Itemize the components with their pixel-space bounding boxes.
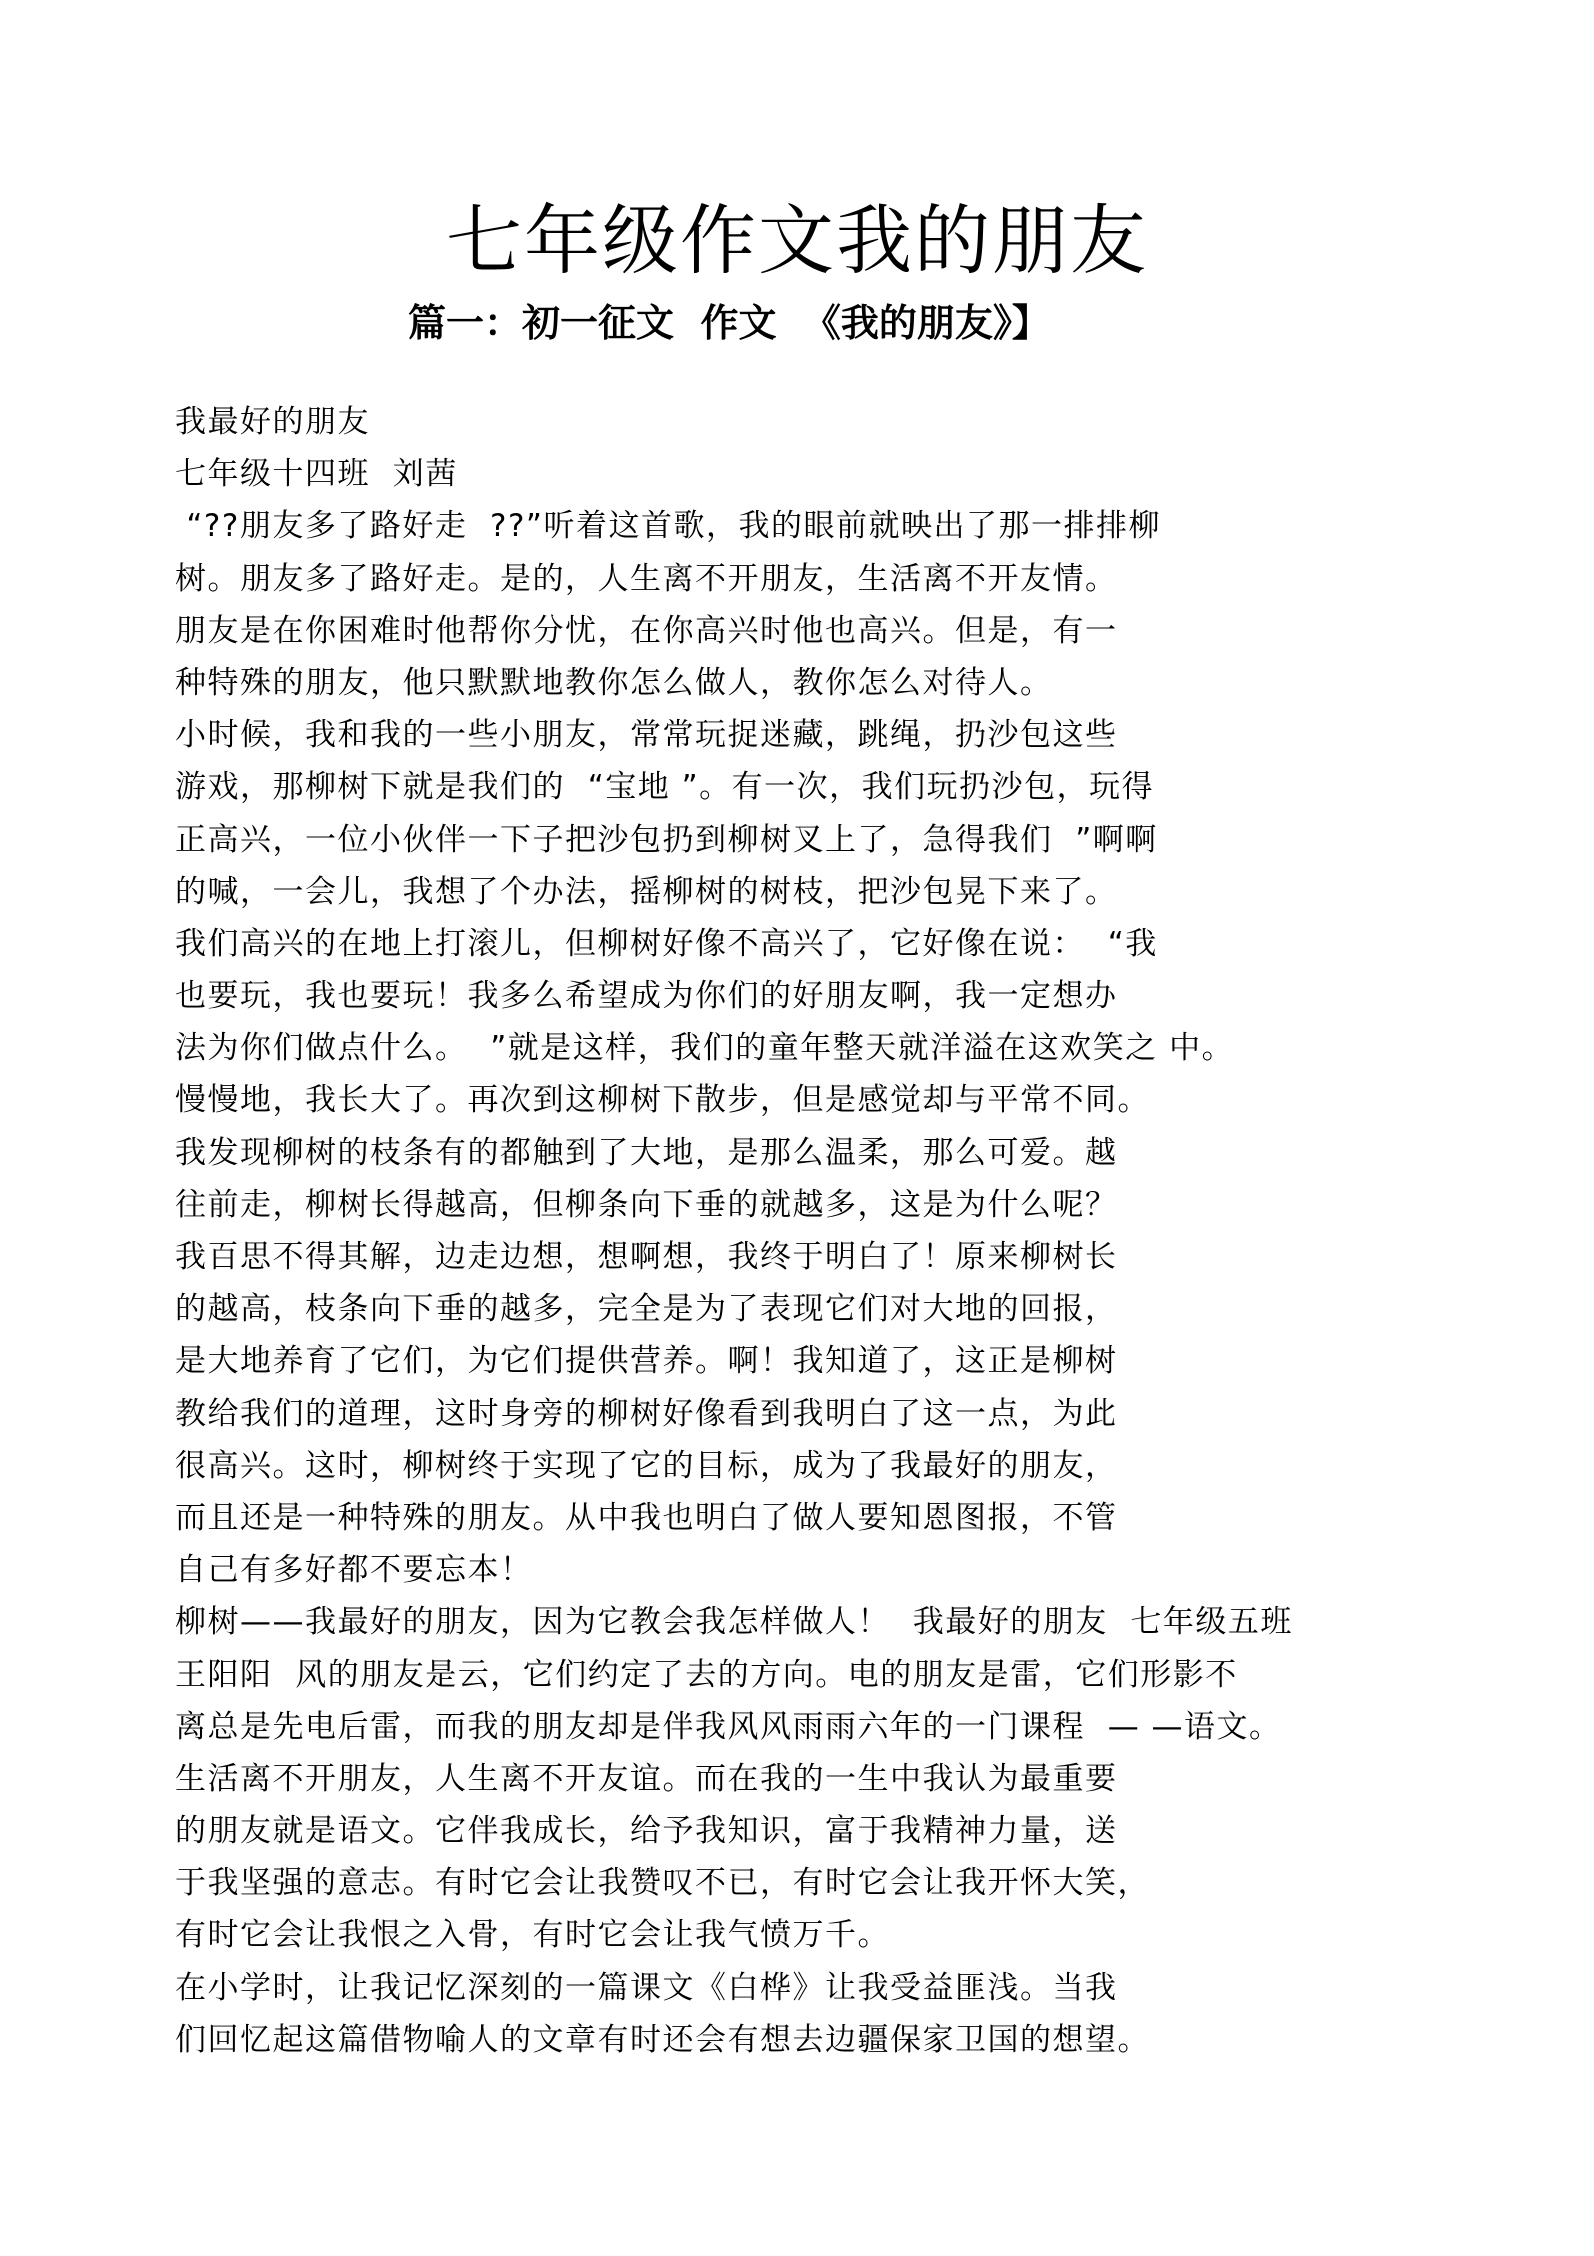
body-line: 离总是先电后雷，而我的朋友却是伴我风风雨雨六年的一门课程 — —语文。 [175,1708,1282,1745]
body-line: 王阳阳 风的朋友是云，它们约定了去的方向。电的朋友是雷，它们形影不 [175,1656,1238,1693]
body-line: 的朋友就是语文。它伴我成长，给予我知识，富于我精神力量，送 [175,1813,1118,1850]
body-line: 我们高兴的在地上打滚儿，但柳树好像不高兴了，它好像在说： “我 [175,925,1158,962]
body-line: “??朋友多了路好走 ??”听着这首歌，我的眼前就映出了那一排排柳 [175,508,1161,545]
body-line: 也要玩，我也要玩！我多么希望成为你们的好朋友啊，我一定想办 [175,978,1118,1015]
body-line: 的喊，一会儿，我想了个办法，摇柳树的树枝，把沙包晃下来了。 [175,873,1118,910]
body-line: 正高兴，一位小伙伴一下子把沙包扔到柳树叉上了，急得我们 ”啊啊 [175,821,1158,858]
document-subtitle: 篇一：初一征文 作文 《我的朋友》】 [408,301,1050,345]
body-line: 教给我们的道理，这时身旁的柳树好像看到我明白了这一点，为此 [175,1395,1118,1432]
body-line: 自己有多好都不要忘本！ [175,1552,533,1589]
body-line: 是大地养育了它们，为它们提供营养。啊！我知道了，这正是柳树 [175,1343,1118,1380]
body-line: 朋友是在你困难时他帮你分忧，在你高兴时他也高兴。但是，有一 [175,612,1118,649]
body-line: 树。朋友多了路好走。是的，人生离不开朋友，生活离不开友情。 [175,560,1118,597]
body-line: 于我坚强的意志。有时它会让我赞叹不已，有时它会让我开怀大笑， [175,1865,1150,1902]
body-line: 而且还是一种特殊的朋友。从中我也明白了做人要知恩图报，不管 [175,1499,1118,1536]
body-line: 七年级十四班 刘茜 [175,456,458,493]
body-line: 种特殊的朋友，他只默默地教你怎么做人，教你怎么对待人。 [175,664,1053,701]
body-line: 我最好的朋友 [175,404,370,440]
document-body [175,396,1475,2066]
body-line: 游戏，那柳树下就是我们的 “宝地 ”。有一次，我们玩扔沙包，玩得 [175,769,1155,806]
body-line: 我发现柳树的枝条有的都触到了大地，是那么温柔，那么可爱。越 [175,1134,1118,1171]
body-line: 往前走，柳树长得越高，但柳条向下垂的就越多，这是为什么呢？ [175,1186,1118,1223]
body-line: 慢慢地，我长大了。再次到这柳树下散步，但是感觉却与平常不同。 [175,1082,1150,1119]
body-line: 我百思不得其解，边走边想，想啊想，我终于明白了！原来柳树长 [175,1239,1118,1275]
body-line: 法为你们做点什么。 ”就是这样，我们的童年整天就洋溢在这欢笑之 中。 [175,1030,1235,1067]
body-line: 在小学时，让我记忆深刻的一篇课文《白桦》让我受益匪浅。当我 [175,1969,1118,2006]
document-title: 七年级作文我的朋友 [446,196,1148,285]
body-line: 们回忆起这篇借物喻人的文章有时还会有想去边疆保家卫国的想望。 [175,2021,1150,2058]
body-line: 生活离不开朋友，人生离不开友谊。而在我的一生中我认为最重要 [175,1760,1118,1797]
body-line: 柳树——我最好的朋友，因为它教会我怎样做人！ 我最好的朋友 七年级五班 [175,1604,1293,1641]
body-line: 有时它会让我恨之入骨，有时它会让我气愤万千。 [175,1917,890,1954]
body-line: 小时候，我和我的一些小朋友，常常玩捉迷藏，跳绳，扔沙包这些 [175,717,1118,754]
body-line: 很高兴。这时，柳树终于实现了它的目标，成为了我最好的朋友， [175,1447,1118,1484]
body-line: 的越高，枝条向下垂的越多，完全是为了表现它们对大地的回报， [175,1291,1118,1328]
